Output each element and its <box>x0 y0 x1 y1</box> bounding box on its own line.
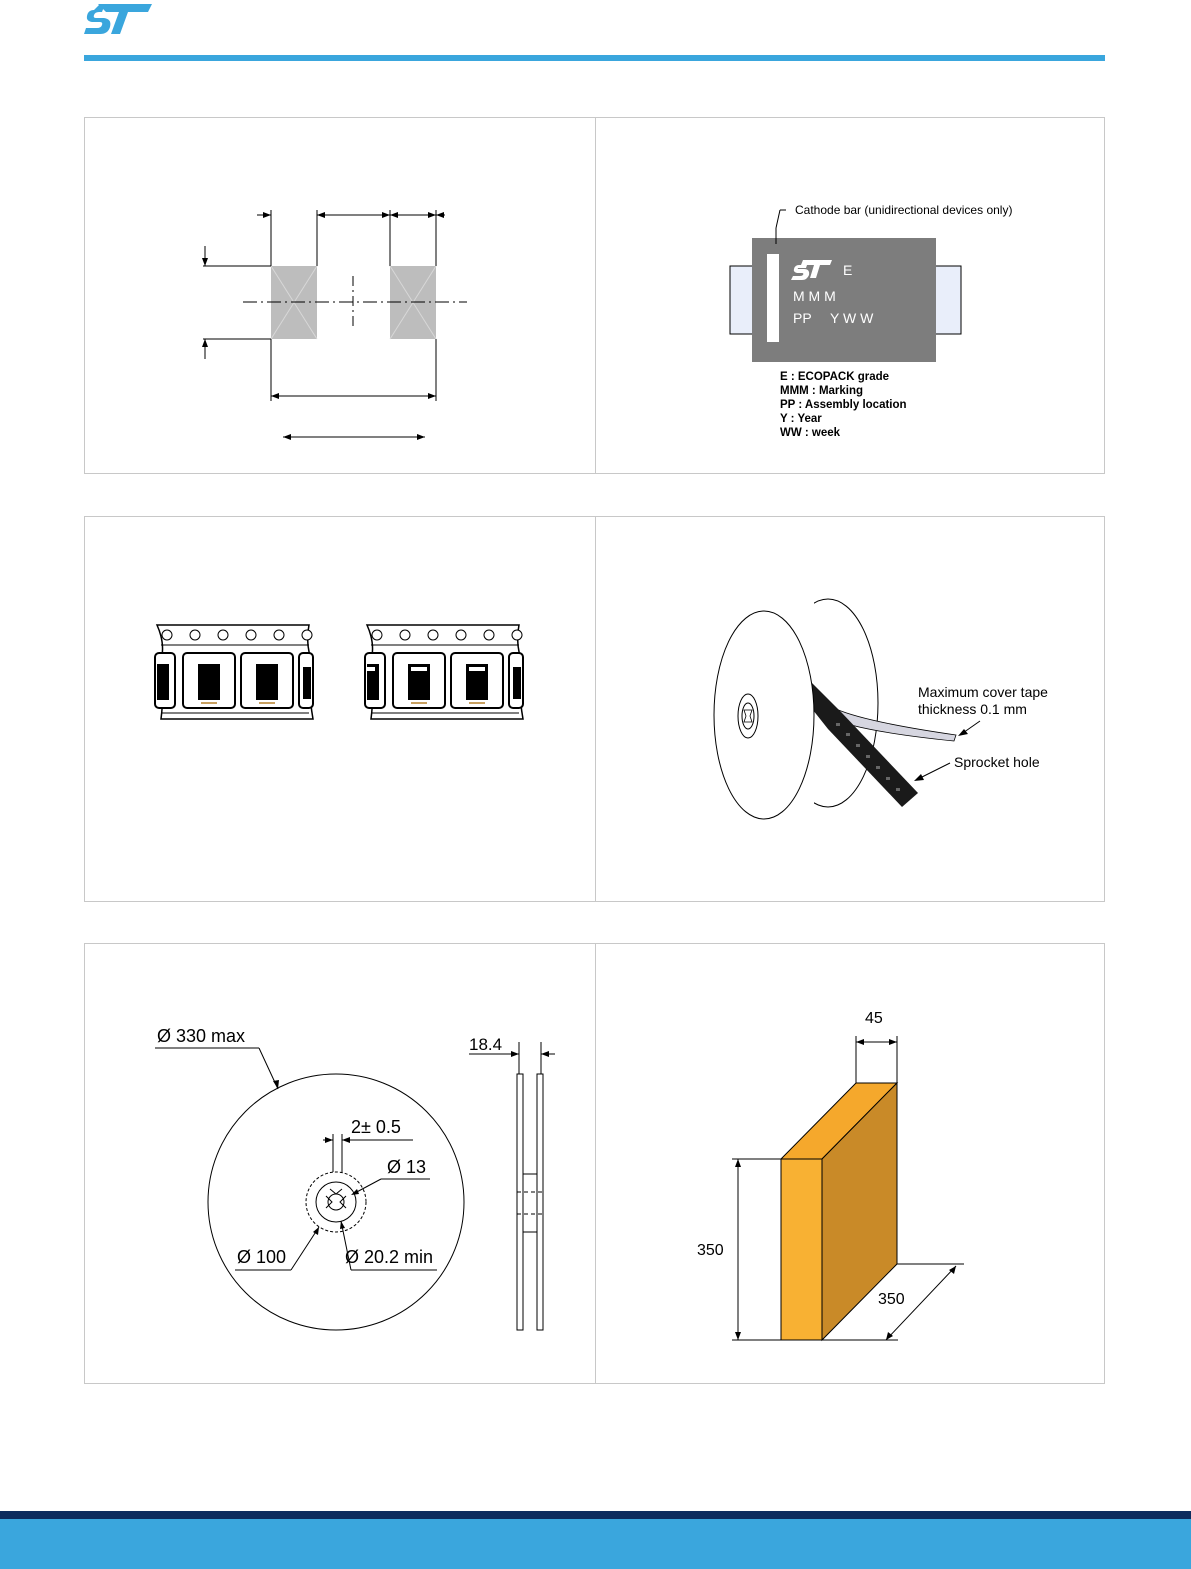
reel-outer-dim: Ø 330 max <box>157 1026 246 1046</box>
legend-line: MMM : Marking <box>780 385 864 397</box>
reel-slot-dim: 2± 0.5 <box>351 1117 401 1137</box>
legend-line: PP : Assembly location <box>780 399 907 411</box>
reel-hub-dim: Ø 100 <box>237 1247 287 1267</box>
chip-e: E <box>843 262 853 278</box>
cover-tape-label-1: Maximum cover tape <box>918 684 1048 700</box>
panel-tape-reel <box>84 516 1105 902</box>
reel-dimensions-drawing <box>85 944 595 1383</box>
box-height-dim: 350 <box>697 1242 724 1259</box>
box-depth-dim: 45 <box>865 1010 883 1027</box>
reel-arbor-dim: Ø 20.2 min <box>345 1247 434 1267</box>
chip-yww: Y W W <box>830 310 874 326</box>
sprocket-label: Sprocket hole <box>954 754 1040 770</box>
legend-line: WW : week <box>780 427 841 439</box>
carrier-tape-drawing <box>85 517 595 901</box>
chip-pp: PP <box>793 310 812 326</box>
cover-tape-label-2: thickness 0.1 mm <box>918 701 1027 717</box>
panel-footprint-marking <box>84 117 1105 474</box>
footer-band <box>0 1511 1191 1569</box>
panel-reel-box <box>84 943 1105 1384</box>
footprint-drawing <box>85 118 595 473</box>
reel-hub-hole-dim: Ø 13 <box>387 1157 427 1177</box>
header-rule <box>84 55 1105 61</box>
chip-mmm: M M M <box>793 288 836 304</box>
reel-width-dim: 18.4 <box>469 1035 503 1054</box>
marking-drawing <box>596 118 1105 473</box>
reel-3d-drawing <box>596 517 1105 901</box>
box-length-dim: 350 <box>878 1291 905 1308</box>
st-logo <box>84 0 156 40</box>
legend-line: E : ECOPACK grade <box>780 371 890 383</box>
legend-line: Y : Year <box>780 413 822 425</box>
box-drawing <box>596 944 1105 1383</box>
cathode-label: Cathode bar (unidirectional devices only) <box>795 203 1013 217</box>
